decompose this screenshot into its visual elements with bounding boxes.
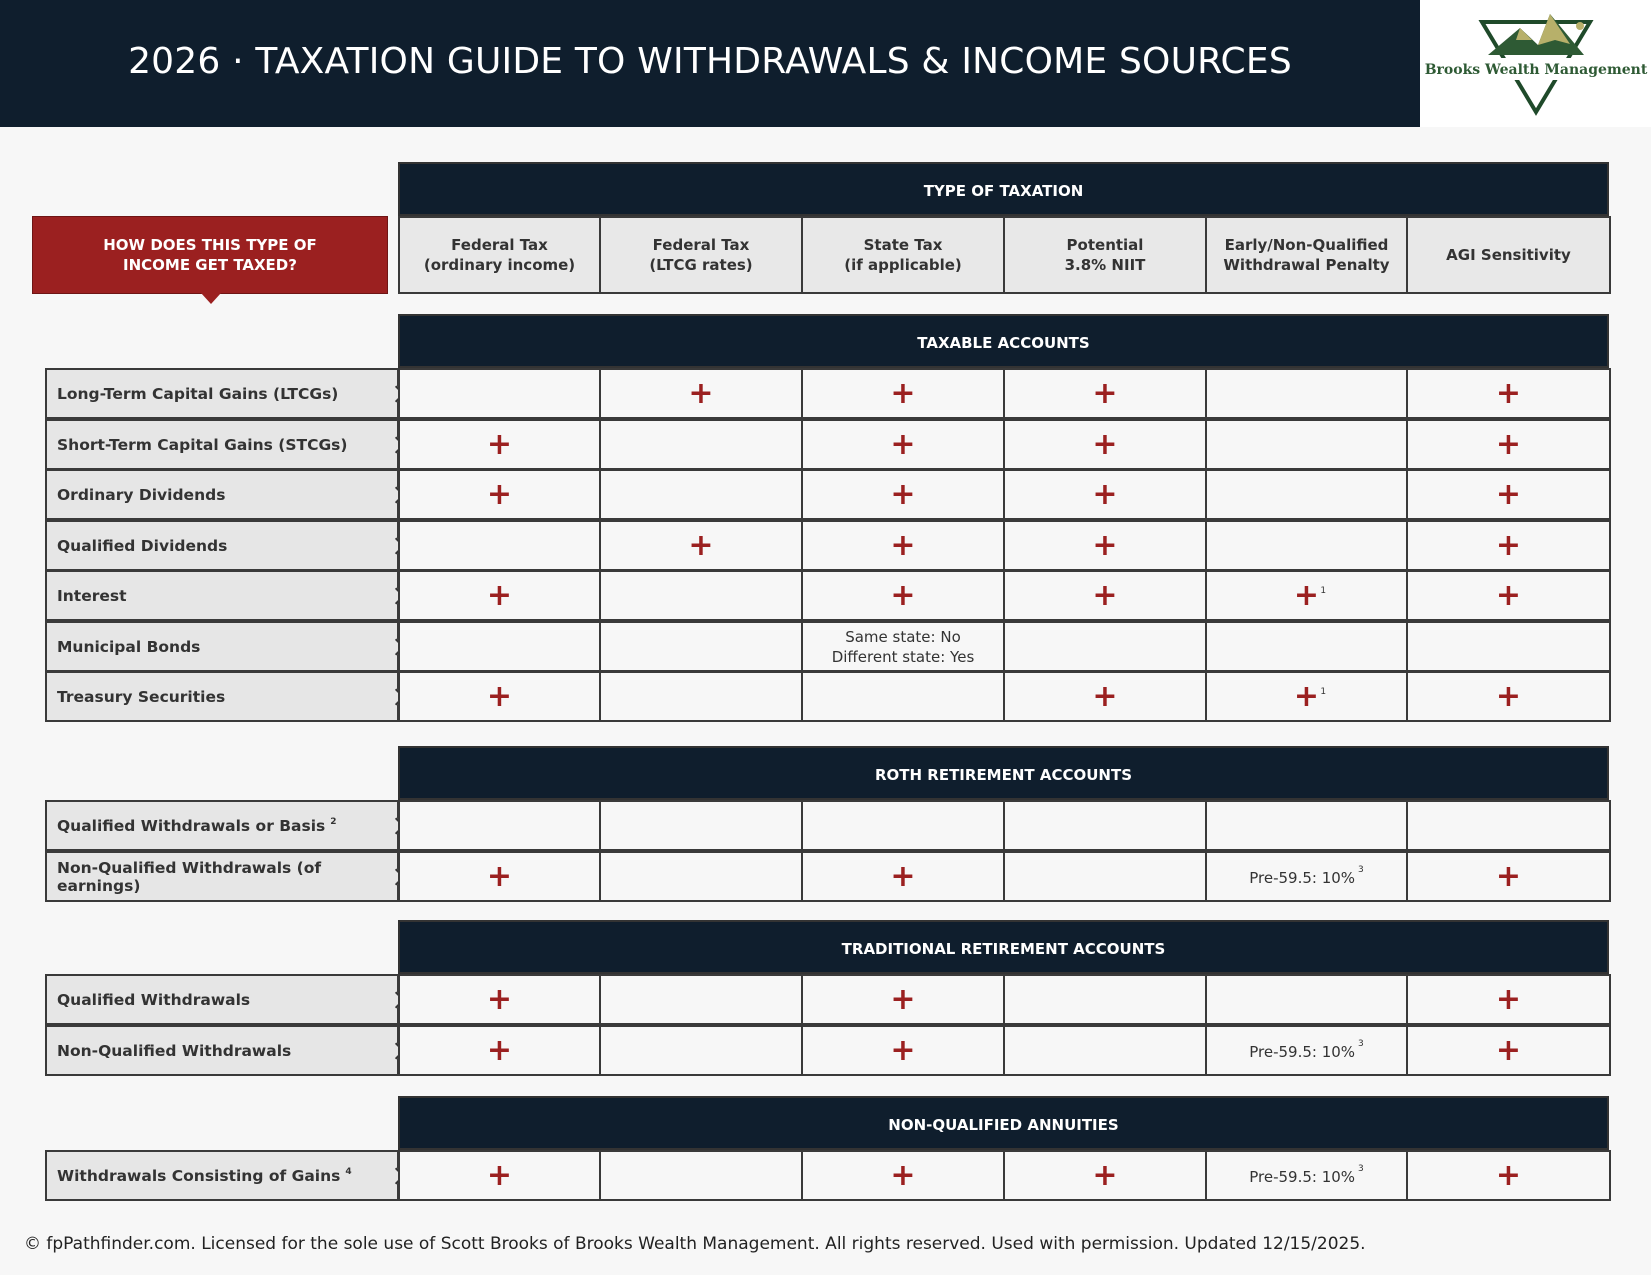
plus-icon: + [890,577,916,613]
plus-icon: + [890,858,916,894]
table-cell [599,851,803,902]
plus-icon: + [486,476,513,512]
table-cell [1003,671,1207,722]
plus-icon: + [1495,375,1522,411]
table-cell [801,368,1005,419]
row-label [45,1025,399,1076]
penalty-note: Pre-59.5: 10% $^3$ [1249,1164,1364,1186]
table-cell [1406,851,1611,902]
table-cell [1205,520,1408,571]
column-header-6 [1406,216,1611,294]
table-cell [1205,1025,1408,1076]
row-label-text: Qualified Withdrawals or Basis [57,816,326,835]
plus-icon: + [1495,426,1522,462]
penalty-note: Pre-59.5: 10% $^3$ [1249,1039,1364,1061]
table-cell [801,570,1005,621]
row-label-text: Long-Term Capital Gains (LTCGs) [57,384,339,403]
row-label-text: Treasury Securities [57,687,226,706]
table-cell [1003,1025,1207,1076]
table-cell [599,520,803,571]
row-label-text: Qualified Dividends [57,536,228,555]
plus-icon: + [486,577,513,613]
table-cell [1003,621,1207,672]
table-cell [801,520,1005,571]
column-header-line2: Withdrawal Penalty [1223,256,1390,274]
footnote-marker: 3 [1358,1039,1364,1049]
table-cell [801,671,1005,722]
plus-icon: + [486,678,513,714]
column-header-line2: (ordinary income) [423,256,576,274]
footnote-marker: 3 [1358,865,1364,875]
table-cell [599,419,803,470]
section-band-4: NON-QUALIFIED ANNUITIES [398,1096,1609,1150]
table-cell [1406,621,1611,672]
plus-icon: + [1495,678,1522,714]
plus-icon: + [1495,527,1522,563]
column-header-line2: (if applicable) [844,256,962,274]
table-cell [1406,520,1611,571]
row-label [45,419,399,470]
plus-icon: + [688,527,714,563]
table-cell [801,621,1005,672]
table-cell [1003,419,1207,470]
row-label [45,851,399,902]
question-line-1: HOW DOES THIS TYPE OF [103,236,317,254]
row-label [45,469,399,520]
table-cell [1003,570,1207,621]
table-cell [1406,469,1611,520]
table-cell [801,1150,1005,1201]
footnote-marker: 3 [1358,1164,1364,1174]
table-cell [398,520,601,571]
row-label-text: Short-Term Capital Gains (STCGs) [57,435,348,454]
table-cell [1205,621,1408,672]
table-cell [599,974,803,1025]
table-cell [1205,671,1408,722]
row-label [45,974,399,1025]
row-label-text: Qualified Withdrawals [57,990,251,1009]
plus-icon: + [1092,678,1118,714]
table-cell [1003,368,1207,419]
plus-icon: + [1495,476,1522,512]
column-header-4 [1003,216,1207,294]
column-header-1 [398,216,601,294]
column-header-2 [599,216,803,294]
table-cell [398,1150,601,1201]
plus-icon: + [1495,1032,1522,1068]
plus-icon: + [1092,476,1118,512]
row-label [45,800,399,851]
table-cell [599,621,803,672]
plus-icon: + [688,375,714,411]
table-cell [1406,671,1611,722]
penalty-note: Pre-59.5: 10% $^3$ [1249,865,1364,887]
plus-icon: + [1495,577,1522,613]
table-cell [599,570,803,621]
plus-icon: + [1495,1157,1522,1193]
table-cell [599,671,803,722]
table-cell [599,469,803,520]
column-header-line1: Federal Tax [451,236,548,254]
row-label [45,570,399,621]
plus-icon: + [1495,981,1522,1017]
table-cell [398,621,601,672]
cell-note-line: Different state: Yes [831,647,975,666]
column-header-line1: State Tax [863,236,943,254]
plus-icon: + [890,375,916,411]
column-header-line1: Federal Tax [652,236,750,254]
plus-icon: + [486,981,513,1017]
question-box [32,216,388,294]
row-label-text: Municipal Bonds [57,637,201,656]
table-cell [1205,368,1408,419]
plus-icon: + [486,858,513,894]
table-cell [1205,1150,1408,1201]
table-cell [1003,851,1207,902]
row-label [45,520,399,571]
table-cell [1003,469,1207,520]
row-label-text: Interest [57,586,127,605]
table-cell [398,1025,601,1076]
table-cell [801,469,1005,520]
table-cell [1406,800,1611,851]
table-cell [1205,974,1408,1025]
logo-text: Brooks Wealth Management [1424,62,1648,78]
footnote-marker: 4 [345,1166,352,1177]
column-header-3 [801,216,1005,294]
table-cell [398,419,601,470]
table-cell [1003,974,1207,1025]
table-cell [398,570,601,621]
plus-icon: + [890,426,916,462]
plus-icon: + [1092,426,1118,462]
table-cell [1406,1025,1611,1076]
section-band-2: ROTH RETIREMENT ACCOUNTS [398,746,1609,800]
table-cell [398,469,601,520]
plus-icon: + [486,1157,513,1193]
table-cell [398,368,601,419]
row-label-text: Non-Qualified Withdrawals [57,1041,292,1060]
row-label [45,1150,399,1201]
header-bar [0,0,1420,127]
table-cell [1205,851,1408,902]
column-header-line1: AGI Sensitivity [1446,246,1571,264]
table-cell [599,1025,803,1076]
plus-icon: + [486,1032,513,1068]
table-cell [801,800,1005,851]
column-header-line2: 3.8% NIIT [1064,256,1146,274]
footnote-marker: 1 [1320,585,1327,596]
footer-copyright: © fpPathfinder.com. Licensed for the sole use of Scott Brooks of Brooks Wealth Management. All rights reserved. Used with permission. Updated 12/15/2025. [24,1234,1366,1254]
plus-icon: + [1092,375,1118,411]
cell-note-line: Same state: No [845,627,961,646]
table-cell [599,368,803,419]
table-cell [801,974,1005,1025]
table-cell [1406,368,1611,419]
plus-icon: + [1495,858,1522,894]
row-label-text: Withdrawals Consisting of Gains [57,1166,341,1185]
table-cell [801,1025,1005,1076]
logo [1420,0,1651,127]
table-cell [398,671,601,722]
type-of-taxation-band: TYPE OF TAXATION [398,162,1609,216]
table-cell [1406,974,1611,1025]
table-cell [1003,800,1207,851]
table-cell [1003,520,1207,571]
table-cell [599,1150,803,1201]
column-header-line2: (LTCG rates) [649,256,753,274]
table-cell [398,851,601,902]
column-header-line1: Early/Non-Qualified [1224,236,1389,254]
table-cell [1003,1150,1207,1201]
plus-icon: + [890,1032,916,1068]
column-header-line1: Potential [1066,236,1144,254]
plus-icon: + [1092,1157,1118,1193]
footnote-marker: 1 [1320,686,1327,697]
page-title: 2026 · TAXATION GUIDE TO WITHDRAWALS & INCOME SOURCES [128,41,1292,82]
plus-icon: + [890,981,916,1017]
table-cell [1406,419,1611,470]
plus-icon: + [890,527,916,563]
row-label [45,368,399,419]
table-cell [1406,570,1611,621]
table-cell [1205,419,1408,470]
plus-icon: + [1092,577,1118,613]
row-label [45,671,399,722]
plus-icon: + [890,476,916,512]
table-cell [398,800,601,851]
table-cell [1205,800,1408,851]
table-cell [801,419,1005,470]
table-cell [1406,1150,1611,1201]
mountain-logo-icon [1420,0,1651,127]
row-label [45,621,399,672]
column-header-5 [1205,216,1408,294]
question-line-2: INCOME GET TAXED? [123,256,297,274]
plus-icon: + [1092,527,1118,563]
row-label-text: Ordinary Dividends [57,485,226,504]
table-cell [599,800,803,851]
plus-icon: + [486,426,513,462]
section-band-1: TAXABLE ACCOUNTS [398,314,1609,368]
plus-icon: + [1293,678,1320,714]
plus-icon: + [1293,577,1320,613]
table-cell [1205,469,1408,520]
table-cell [398,974,601,1025]
row-label-text: Non-Qualified Withdrawals (of earnings) [57,858,322,895]
table-cell [801,851,1005,902]
footnote-marker: 2 [330,816,337,827]
plus-icon: + [890,1157,916,1193]
table-cell [1205,570,1408,621]
section-band-3: TRADITIONAL RETIREMENT ACCOUNTS [398,920,1609,974]
